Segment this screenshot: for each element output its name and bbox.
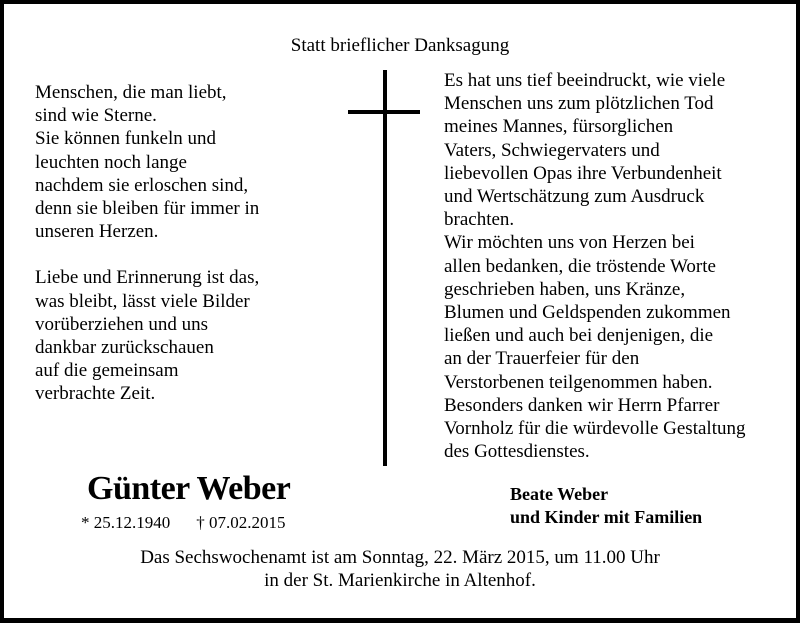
text-line: Vornholz für die würdevolle Gestaltung (444, 418, 746, 440)
text-line: geschrieben haben, uns Kränze, (444, 278, 686, 300)
text-line: Menschen uns zum plötzlichen Tod (444, 93, 714, 115)
poem-line: Menschen, die man liebt, (35, 82, 227, 103)
poem-line: dankbar zurückschauen (35, 337, 214, 359)
poem-line: sind wie Sterne. (35, 105, 157, 127)
poem-line: unseren Herzen. (35, 221, 159, 243)
text-line: Wir möchten uns von Herzen bei (444, 232, 695, 254)
poem-line: verbrachte Zeit. (35, 383, 156, 405)
text-line: Es hat uns tief beeindruckt, wie viele (444, 70, 726, 91)
poem-line: auf die gemeinsam (35, 360, 179, 382)
poem-line: denn sie bleiben für immer in (35, 198, 260, 220)
text-line: und Wertschätzung zum Ausdruck (444, 186, 705, 208)
text-line: Vaters, Schwiegervaters und (444, 139, 660, 161)
left-poem (35, 81, 259, 406)
service-line: in der St. Marienkirche in Altenhof. (264, 570, 536, 591)
text-line: Verstorbenen teilgenommen haben. (444, 371, 713, 393)
service-notice (0, 546, 800, 592)
poem-line: Sie können funkeln und (35, 128, 217, 150)
heading: Statt brieflicher Danksagung (290, 35, 510, 56)
service-line: Das Sechswochenamt ist am Sonntag, 22. März 2015, um 11.00 Uhr (140, 547, 660, 568)
thanks-text (444, 69, 745, 463)
text-line: Besonders danken wir Herrn Pfarrer (444, 394, 720, 416)
family-line: und Kinder mit Familien (510, 507, 703, 527)
poem-line: Liebe und Erinnerung ist das, (35, 267, 260, 289)
text-line: brachten. (444, 209, 515, 231)
family-signature (510, 483, 702, 529)
birth-date: * 25.12.1940 (81, 513, 171, 532)
death-date: † 07.02.2015 (196, 513, 286, 532)
text-line: ließen und auch bei denjenigen, die (444, 325, 714, 347)
text-line: an der Trauerfeier für den (444, 348, 640, 370)
text-line: Blumen und Geldspenden zukommen (444, 302, 731, 324)
text-line: liebevollen Opas ihre Verbundenheit (444, 162, 722, 184)
cross-icon (383, 70, 387, 466)
poem-line: was bleibt, lässt viele Bilder (35, 290, 250, 312)
cross-icon-bar (348, 110, 420, 114)
text-line: allen bedanken, die tröstende Worte (444, 255, 716, 277)
poem-line: leuchten noch lange (35, 151, 187, 173)
deceased-name: Günter Weber (87, 470, 291, 507)
text-line: des Gottesdienstes. (444, 441, 590, 463)
poem-line: nachdem sie erloschen sind, (35, 174, 249, 196)
family-line: Beate Weber (510, 484, 609, 504)
poem-line: vorüberziehen und uns (35, 313, 209, 335)
text-line: meines Mannes, fürsorglichen (444, 116, 674, 138)
life-dates (81, 513, 312, 533)
